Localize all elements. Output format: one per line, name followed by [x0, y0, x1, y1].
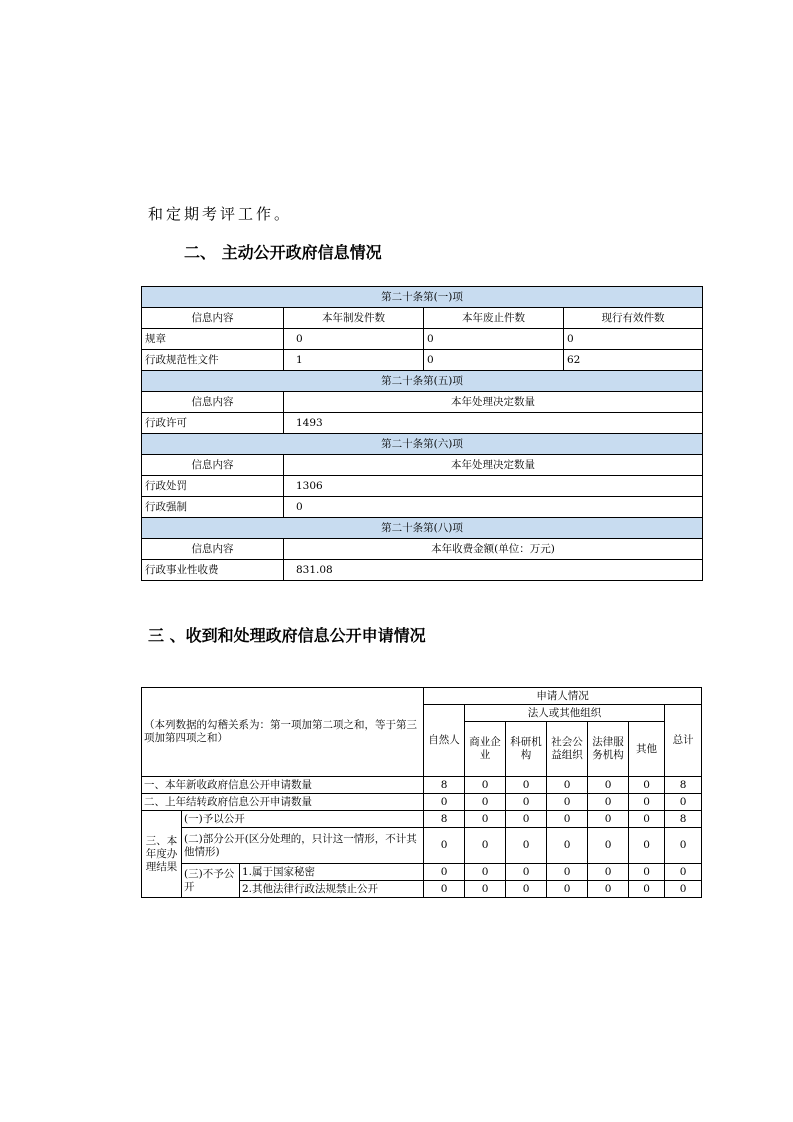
table-row — [142, 329, 703, 350]
column-header: 信息内容 — [142, 392, 284, 413]
table-cell: 0 — [588, 777, 629, 794]
table-row — [142, 864, 702, 881]
table-cell: 0 — [465, 864, 506, 881]
table-cell: 0 — [588, 881, 629, 898]
table-cell: 0 — [465, 828, 506, 864]
column-header: 本年处理决定数量 — [284, 455, 703, 476]
group-label: 三、本年度办理结果 — [142, 811, 182, 898]
table-cell: 0 — [424, 881, 465, 898]
table-cell: 0 — [665, 881, 702, 898]
column-header: 科研机构 — [506, 722, 547, 777]
row-label: (二)部分公开(区分处理的，只计这一情形，不计其他情形) — [182, 828, 424, 864]
column-header: 商业企业 — [465, 722, 506, 777]
group-label: (三)不予公开 — [182, 864, 240, 898]
table-cell: 1493 — [284, 413, 703, 434]
table-row — [142, 413, 703, 434]
section-header: 第二十条第(八)项 — [142, 518, 703, 539]
section-2-title: 二、 主动公开政府信息情况 — [184, 243, 382, 262]
row-label: 行政规范性文件 — [142, 350, 284, 371]
section-3-title: 三 、收到和处理政府信息公开申请情况 — [148, 626, 426, 645]
table-cell: 8 — [665, 777, 702, 794]
table-cell: 62 — [564, 350, 703, 371]
section-header: 第二十条第(一)项 — [142, 287, 703, 308]
table-row — [142, 476, 703, 497]
table-cell: 0 — [588, 828, 629, 864]
table-row — [142, 828, 702, 864]
table-cell: 0 — [629, 811, 665, 828]
table-row — [142, 777, 702, 794]
table-cell: 0 — [547, 777, 588, 794]
table-row — [142, 811, 702, 828]
table-row — [142, 794, 702, 811]
table-cell: 0 — [665, 794, 702, 811]
table-cell: 0 — [506, 794, 547, 811]
table-cell: 1 — [284, 350, 424, 371]
column-header: 信息内容 — [142, 308, 284, 329]
table-cell: 0 — [506, 864, 547, 881]
table-cell: 0 — [424, 794, 465, 811]
table-cell: 0 — [465, 777, 506, 794]
table-cell: 0 — [588, 811, 629, 828]
table-cell: 0 — [629, 864, 665, 881]
column-header: 总计 — [665, 705, 702, 777]
column-header: 本年处理决定数量 — [284, 392, 703, 413]
table-cell: 0 — [506, 811, 547, 828]
table-cell: 0 — [284, 497, 703, 518]
table-cell: 0 — [665, 864, 702, 881]
row-label: 二、上年结转政府信息公开申请数量 — [142, 794, 424, 811]
column-header: 本年制发件数 — [284, 308, 424, 329]
column-header: 本年收费金额(单位：万元) — [284, 539, 703, 560]
column-header: 社会公益组织 — [547, 722, 588, 777]
table-row — [142, 350, 703, 371]
table-cell: 831.08 — [284, 560, 703, 581]
table-cell: 0 — [465, 811, 506, 828]
row-label: 规章 — [142, 329, 284, 350]
table-cell: 0 — [547, 828, 588, 864]
table-cell: 0 — [547, 864, 588, 881]
intro-paragraph: 和定期考评工作。 — [148, 205, 293, 223]
table-cell: 0 — [547, 794, 588, 811]
row-label: 2.其他法律行政法规禁止公开 — [240, 881, 424, 898]
table-cell: 0 — [588, 794, 629, 811]
table-cell: 0 — [506, 777, 547, 794]
application-table — [141, 687, 702, 898]
column-header: 申请人情况 — [424, 688, 702, 705]
table-cell: 0 — [424, 329, 564, 350]
row-label: 行政处罚 — [142, 476, 284, 497]
row-label: 一、本年新收政府信息公开申请数量 — [142, 777, 424, 794]
column-header: 本年废止件数 — [424, 308, 564, 329]
column-header: 法人或其他组织 — [465, 705, 665, 722]
table-cell: 0 — [629, 794, 665, 811]
table-cell: 1306 — [284, 476, 703, 497]
table-cell: 8 — [424, 777, 465, 794]
table-cell: 0 — [629, 828, 665, 864]
section-header: 第二十条第(五)项 — [142, 371, 703, 392]
table-cell: 0 — [629, 881, 665, 898]
column-header: 信息内容 — [142, 455, 284, 476]
table-cell: 0 — [284, 329, 424, 350]
row-label: 行政事业性收费 — [142, 560, 284, 581]
relation-note: （本列数据的勾稽关系为：第一项加第二项之和，等于第三项加第四项之和） — [142, 688, 424, 777]
table-cell: 0 — [547, 881, 588, 898]
table-cell: 0 — [424, 350, 564, 371]
row-label: 行政许可 — [142, 413, 284, 434]
column-header: 法律服务机构 — [588, 722, 629, 777]
table-cell: 0 — [665, 828, 702, 864]
table-cell: 0 — [424, 828, 465, 864]
table-cell: 0 — [547, 811, 588, 828]
table-cell: 0 — [424, 864, 465, 881]
row-label: 1.属于国家秘密 — [240, 864, 424, 881]
section-header: 第二十条第(六)项 — [142, 434, 703, 455]
proactive-disclosure-table — [141, 286, 703, 581]
column-header: 其他 — [629, 722, 665, 777]
table-cell: 0 — [506, 828, 547, 864]
table-cell: 0 — [506, 881, 547, 898]
row-label: 行政强制 — [142, 497, 284, 518]
table-cell: 0 — [564, 329, 703, 350]
row-label: (一)予以公开 — [182, 811, 424, 828]
table-cell: 0 — [629, 777, 665, 794]
table-row — [142, 497, 703, 518]
column-header: 信息内容 — [142, 539, 284, 560]
table-cell: 8 — [424, 811, 465, 828]
table-cell: 0 — [465, 881, 506, 898]
table-cell: 0 — [588, 864, 629, 881]
column-header: 自然人 — [424, 705, 465, 777]
table-cell: 8 — [665, 811, 702, 828]
table-row — [142, 560, 703, 581]
table-cell: 0 — [465, 794, 506, 811]
column-header: 现行有效件数 — [564, 308, 703, 329]
